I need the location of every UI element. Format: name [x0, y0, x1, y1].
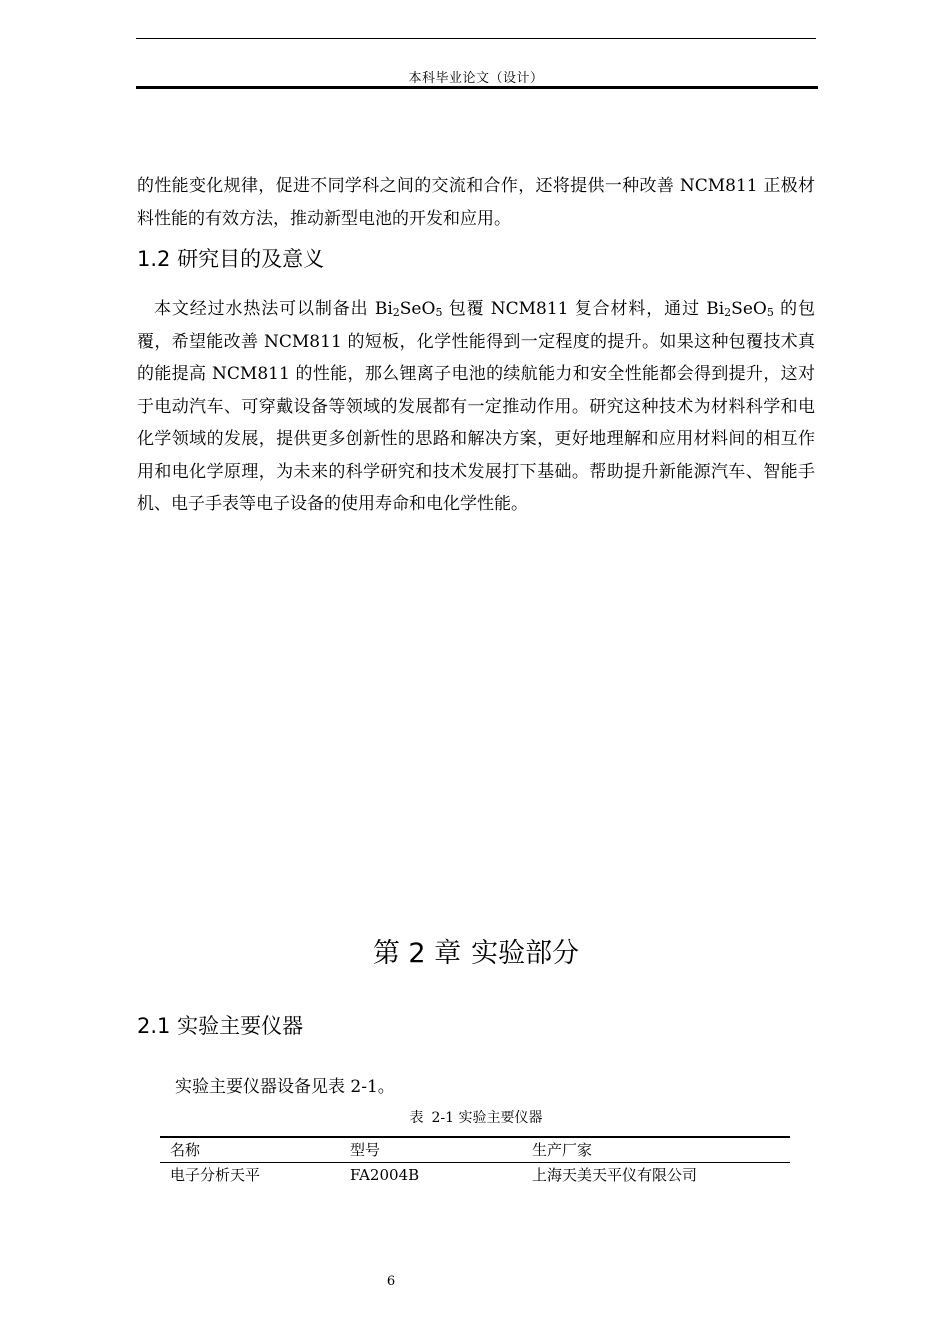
- paragraph-continuation: 的性能变化规律，促进不同学科之间的交流和合作，还将提供一种改善 NCM811 正极材料性能的有效方法，推动新型电池的开发和应用。: [137, 176, 815, 229]
- para2-text-e: 的包覆，希望能改善 NCM811 的短板，化学性能得到一定程度的提升。如果这种包覆技术真的能提高 NCM811 的性能，那么锂离子电池的续航能力和安全性能都会得到提升，这对于电动汽车、可穿戴设备等领域的发展都有一定推动作用。研究这种技术为材料科学和电化学领域的发展，提供更多创新性的思路和解决方案，更好地理解和应用材料间的相互作用和电化学原理，为未来的科学研究和技术发展打下基础。帮助提升新能源汽车、智能手机、电子手表等电子设备的使用寿命和电化学性能。: [137, 299, 815, 514]
- paragraph-research-purpose: [137, 293, 815, 521]
- subscript: 5: [766, 306, 774, 319]
- para2-text-d: SeO: [731, 299, 767, 319]
- header-rule-bottom: [136, 86, 818, 89]
- table-caption-text: 2-1 实验主要仪器: [431, 1110, 543, 1126]
- section-heading-1-2: 1.2 研究目的及意义: [137, 247, 325, 271]
- instrument-table: [160, 1136, 790, 1187]
- running-header: 本科毕业论文（设计）: [408, 71, 544, 86]
- table-cell-name: 电子分析天平: [170, 1166, 261, 1184]
- table-header-manufacturer: 生产厂家: [532, 1141, 593, 1159]
- table-caption-prefix: 表: [409, 1110, 424, 1126]
- chapter-number: 第 2 章: [372, 938, 462, 969]
- table-row: [160, 1163, 790, 1188]
- subscript: 2: [724, 306, 732, 319]
- chapter-title: [136, 936, 816, 972]
- para2-text-c: 包覆 NCM811 复合材料，通过 Bi: [442, 299, 725, 319]
- chapter-name: 实验部分: [471, 938, 580, 969]
- subscript: 2: [392, 306, 400, 319]
- para2-text-a: 本文经过水热法可以制备出 Bi: [154, 299, 393, 319]
- table-header-row: [160, 1137, 790, 1163]
- para2-text-b: SeO: [399, 299, 436, 319]
- page-number: 6: [386, 1274, 396, 1289]
- table-caption: [136, 1107, 816, 1129]
- table-cell-manufacturer: 上海天美天平仪有限公司: [532, 1166, 698, 1184]
- header-rule-top: [136, 38, 816, 39]
- table-header-model: 型号: [350, 1141, 381, 1159]
- table-header-name: 名称: [170, 1141, 201, 1159]
- section-heading-2-1: 2.1 实验主要仪器: [137, 1014, 304, 1038]
- table-intro-sentence: 实验主要仪器设备见表 2-1。: [175, 1077, 395, 1097]
- table-cell-model: FA2004B: [350, 1166, 420, 1184]
- subscript: 5: [435, 306, 443, 319]
